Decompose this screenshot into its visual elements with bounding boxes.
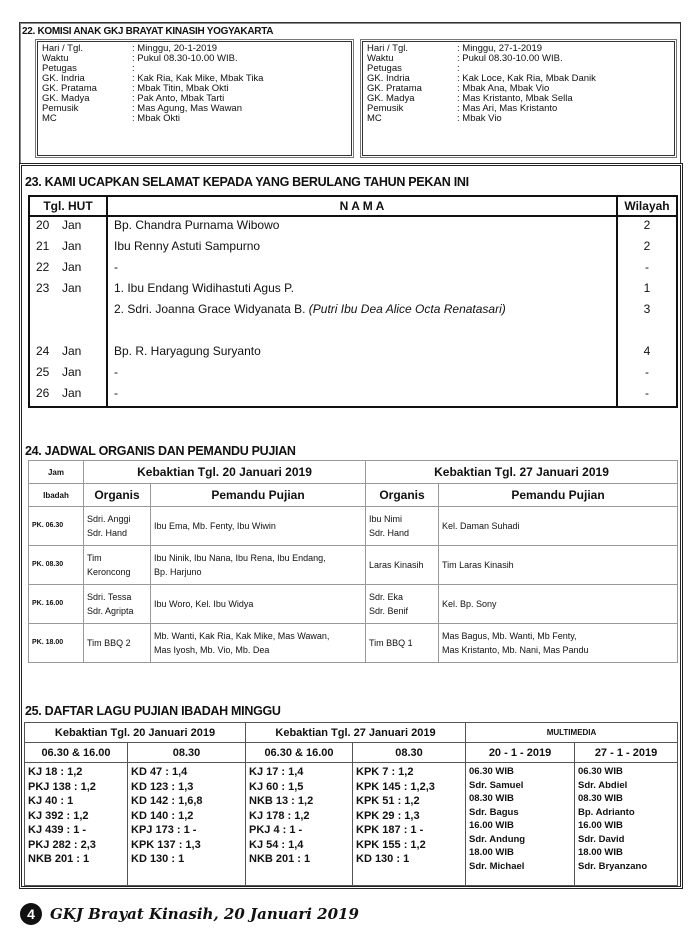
schedule-row: [367, 54, 670, 64]
schedule-label: Hari / Tgl.: [367, 43, 409, 54]
organist-header-1: Organis: [84, 484, 151, 507]
birthday-month: Jan: [62, 281, 82, 295]
organist-cell: [366, 507, 439, 546]
cell-line: Sdri. Tessa: [87, 592, 132, 602]
song-entry: PKJ 4 : 1 -: [249, 824, 303, 836]
birthday-name: -: [114, 386, 118, 400]
cell-line: Tim Laras Kinasih: [442, 560, 514, 570]
song-entry: KD 130 : 1: [131, 853, 185, 865]
birthday-date: [29, 238, 107, 259]
birthday-region: 3: [617, 301, 677, 322]
organist-cell: [84, 546, 151, 585]
birthday-date: [29, 216, 107, 238]
schedule-label: MC: [367, 113, 382, 124]
service-time: PK. 08.30: [29, 546, 84, 585]
cell-line: Tim BBQ 2: [87, 638, 131, 648]
birthday-date: [29, 301, 107, 322]
birthday-date: [29, 322, 107, 343]
schedule-label: Petugas: [42, 63, 77, 74]
song-list-cell: [25, 763, 128, 886]
schedule-label: MC: [42, 113, 57, 124]
sub-header: 27 - 1 - 2019: [575, 743, 678, 763]
song-entry: NKB 201 : 1: [28, 853, 90, 865]
leader-cell: [439, 546, 678, 585]
schedule-value: :: [457, 63, 460, 74]
birthday-table: [28, 195, 678, 408]
multimedia-entry: Sdr. Samuel: [469, 779, 524, 791]
song-entry: KPK 145 : 1,2,3: [356, 780, 435, 793]
song-entry: KJ 439 : 1 -: [28, 824, 87, 836]
schedule-value: : Mas Agung, Mas Wawan: [132, 103, 243, 114]
schedule-label: Petugas: [367, 63, 402, 74]
multimedia-entry: 06.30 WIB: [578, 766, 623, 777]
schedule-value: : Minggu, 20-1-2019: [132, 43, 218, 54]
songs-service1-header: Kebaktian Tgl. 20 Januari 2019: [25, 723, 246, 743]
birthday-row: [29, 301, 677, 322]
cell-line: Sdr. Benif: [369, 606, 409, 616]
birthday-month: Jan: [62, 344, 82, 358]
song-entry: KPK 155 : 1,2: [356, 838, 426, 851]
birthday-region: -: [617, 385, 677, 407]
schedule-row: [42, 114, 347, 124]
leader-cell: [151, 546, 366, 585]
cell-line: Ibu Ema, Mb. Fenty, Ibu Wiwin: [154, 521, 276, 531]
birthday-region: 2: [617, 216, 677, 238]
song-entry: KJ 17 : 1,4: [249, 766, 304, 778]
schedule-label: GK. Indria: [367, 73, 410, 84]
birthday-row: [29, 216, 677, 238]
birthday-row: [29, 238, 677, 259]
birthday-region: [617, 322, 677, 343]
song-entry: KJ 60 : 1,5: [249, 780, 304, 793]
leader-cell: [151, 507, 366, 546]
page-footer: [20, 903, 359, 925]
sub-header: 06.30 & 16.00: [25, 743, 128, 763]
multimedia-entry: Sdr. Michael: [469, 860, 525, 872]
schedule-value: : Mas Ari, Mas Kristanto: [457, 103, 558, 114]
leader-cell: [151, 624, 366, 663]
schedule-label: GK. Pratama: [367, 83, 422, 94]
song-entry: NKB 201 : 1: [249, 853, 311, 865]
song-entry: KJ 54 : 1,4: [249, 838, 304, 851]
schedule-value: : Mas Kristanto, Mbak Sella: [457, 93, 573, 104]
birthday-row: [29, 259, 677, 280]
cell-line: Ibu Woro, Kel. Ibu Widya: [154, 599, 254, 609]
schedule-value: :: [132, 63, 135, 74]
birthday-name: -: [114, 365, 118, 379]
song-entry: KJ 18 : 1,2: [28, 766, 83, 778]
birthday-date: [29, 364, 107, 385]
multimedia-entry: 18.00 WIB: [469, 847, 514, 858]
section-22-title: 22. KOMISI ANAK GKJ BRAYAT KINASIH YOGYAKARTA: [22, 26, 274, 37]
song-entry: KJ 392 : 1,2: [28, 809, 89, 822]
schedule-value: : Pukul 08.30-10.00 WIB.: [132, 53, 238, 64]
organist-header-2: Organis: [366, 484, 439, 507]
section-23-title: 23. KAMI UCAPKAN SELAMAT KEPADA YANG BERULANG TAHUN PEKAN INI: [25, 175, 469, 189]
time-header-line1: Jam: [29, 461, 84, 484]
multimedia-entry: Sdr. Bagus: [469, 806, 519, 818]
multimedia-entry: 16.00 WIB: [578, 820, 623, 831]
multimedia-cell: [575, 763, 678, 886]
birthday-day: 26: [36, 386, 50, 400]
birthday-row: [29, 364, 677, 385]
birthday-date: [29, 343, 107, 364]
birthday-name-cell: [107, 385, 617, 407]
birthday-note: (Putri Ibu Dea Alice Octa Renatasari): [308, 302, 506, 316]
song-entry: KPK 137 : 1,3: [131, 838, 201, 851]
organist-cell: [366, 546, 439, 585]
multimedia-entry: 08.30 WIB: [578, 793, 623, 804]
birthday-name-cell: [107, 216, 617, 238]
birthday-day: 22: [36, 260, 50, 274]
cell-line: Ibu Ninik, Ibu Nana, Ibu Rena, Ibu Endang,: [154, 553, 326, 563]
cell-line: Laras Kinasih: [369, 560, 424, 570]
song-list-cell: [353, 763, 466, 886]
birthday-month: Jan: [62, 260, 82, 274]
cell-line: Tim BBQ 1: [369, 638, 413, 648]
schedule-row: [42, 54, 347, 64]
birthday-row: [29, 343, 677, 364]
leader-cell: [439, 507, 678, 546]
sub-header: 06.30 & 16.00: [246, 743, 353, 763]
organist-cell: [366, 624, 439, 663]
song-entry: KPK 187 : 1 -: [356, 824, 424, 836]
service2-header: Kebaktian Tgl. 27 Januari 2019: [366, 461, 678, 484]
schedule-label: Hari / Tgl.: [42, 43, 84, 54]
cell-line: Tim: [87, 553, 102, 563]
organist-cell: [84, 507, 151, 546]
organist-row: [29, 585, 678, 624]
birthday-name-cell: [107, 364, 617, 385]
song-entry: PKJ 138 : 1,2: [28, 780, 96, 793]
cell-line: Sdr. Eka: [369, 592, 404, 602]
song-entry: KD 123 : 1,3: [131, 780, 194, 793]
schedule-value: : Minggu, 27-1-2019: [457, 43, 543, 54]
schedule-value: : Mbak Ana, Mbak Vio: [457, 83, 550, 94]
birthday-date: [29, 385, 107, 407]
organist-row: [29, 546, 678, 585]
birthday-name-cell: [107, 343, 617, 364]
song-entry: KJ 40 : 1: [28, 795, 74, 807]
song-list-cell: [128, 763, 246, 886]
multimedia-entry: 08.30 WIB: [469, 793, 514, 804]
schedule-box-week2: [362, 41, 675, 156]
section-22-komisi-anak: [19, 22, 681, 164]
schedule-value: : Kak Loce, Kak Ria, Mbak Danik: [457, 73, 596, 84]
section-25-title: 25. DAFTAR LAGU PUJIAN IBADAH MINGGU: [25, 704, 281, 718]
birthday-name-cell: [107, 259, 617, 280]
song-entry: KD 130 : 1: [356, 853, 410, 865]
cell-line: Mas Bagus, Mb. Wanti, Mb Fenty,: [442, 631, 577, 641]
cell-line: Sdr. Hand: [369, 528, 410, 538]
birthday-region: 2: [617, 238, 677, 259]
time-header-line2: Ibadah: [29, 484, 84, 507]
cell-line: Mb. Wanti, Kak Ria, Kak Mike, Mas Wawan,: [154, 631, 330, 641]
birthday-row: [29, 322, 677, 343]
birthday-row: [29, 280, 677, 301]
service-time: PK. 18.00: [29, 624, 84, 663]
birthday-month: Jan: [62, 239, 82, 253]
schedule-value: : Pukul 08.30-10.00 WIB.: [457, 53, 563, 64]
birthday-region: -: [617, 364, 677, 385]
page-number-badge: 4: [20, 903, 42, 925]
song-entry: KD 142 : 1,6,8: [131, 795, 203, 807]
footer-text: GKJ Brayat Kinasih, 20 Januari 2019: [50, 905, 359, 923]
service-time: PK. 06.30: [29, 507, 84, 546]
birthday-row: [29, 385, 677, 407]
section-24-title: 24. JADWAL ORGANIS DAN PEMANDU PUJIAN: [25, 444, 296, 458]
multimedia-entry: Sdr. David: [578, 833, 625, 845]
cell-line: Sdr. Hand: [87, 528, 128, 538]
col-region-header: Wilayah: [617, 196, 677, 216]
col-date-header: Tgl. HUT: [29, 196, 107, 216]
song-entry: KPK 7 : 1,2: [356, 766, 414, 778]
schedule-label: Waktu: [367, 53, 394, 64]
multimedia-entry: 16.00 WIB: [469, 820, 514, 831]
song-list-cell: [246, 763, 353, 886]
schedule-label: Waktu: [42, 53, 69, 64]
sub-header: 08.30: [353, 743, 466, 763]
birthday-month: Jan: [62, 365, 82, 379]
birthday-day: 20: [36, 218, 50, 232]
birthday-name-cell: [107, 280, 617, 301]
organist-schedule-table: [28, 460, 678, 663]
multimedia-header: MULTIMEDIA: [466, 723, 678, 743]
schedule-value: : Mbak Titin, Mbak Okti: [132, 83, 229, 94]
multimedia-entry: Bp. Adrianto: [578, 806, 635, 818]
birthday-name-cell: [107, 301, 617, 322]
birthday-name-cell: [107, 238, 617, 259]
cell-line: Keroncong: [87, 567, 131, 577]
birthday-name: Bp. R. Haryagung Suryanto: [114, 344, 261, 358]
cell-line: Mas Iyosh, Mb. Vio, Mb. Dea: [154, 645, 270, 655]
cell-line: Ibu Nimi: [369, 514, 403, 524]
cell-line: Mas Kristanto, Mb. Nani, Mas Pandu: [442, 645, 589, 655]
col-name-header: N A M A: [107, 196, 617, 216]
leader-header-1: Pemandu Pujian: [151, 484, 366, 507]
birthday-month: Jan: [62, 386, 82, 400]
birthday-name: Bp. Chandra Purnama Wibowo: [114, 218, 280, 232]
multimedia-entry: Sdr. Abdiel: [578, 779, 628, 791]
birthday-day: 23: [36, 281, 50, 295]
cell-line: Sdri. Anggi: [87, 514, 131, 524]
birthday-name: 1. Ibu Endang Widihastuti Agus P.: [114, 281, 294, 295]
schedule-label: GK. Indria: [42, 73, 85, 84]
schedule-label: Pemusik: [42, 103, 79, 114]
birthday-day: 21: [36, 239, 50, 253]
multimedia-entry: Sdr. Andung: [469, 833, 526, 845]
birthday-region: 4: [617, 343, 677, 364]
organist-cell: [84, 585, 151, 624]
birthday-name: 2. Sdri. Joanna Grace Widyanata B.: [114, 302, 306, 316]
sub-header: 08.30: [128, 743, 246, 763]
cell-line: Bp. Harjuno: [154, 567, 202, 577]
schedule-row: [367, 104, 670, 114]
multimedia-cell: [466, 763, 575, 886]
schedule-label: GK. Pratama: [42, 83, 97, 94]
schedule-row: [367, 114, 670, 124]
song-entry: NKB 13 : 1,2: [249, 795, 314, 807]
birthday-date: [29, 259, 107, 280]
schedule-value: : Mbak Okti: [132, 113, 181, 124]
song-entry: KPK 29 : 1,3: [356, 809, 420, 822]
service1-header: Kebaktian Tgl. 20 Januari 2019: [84, 461, 366, 484]
schedule-value: : Mbak Vio: [457, 113, 502, 124]
birthday-name: -: [114, 260, 118, 274]
multimedia-entry: 18.00 WIB: [578, 847, 623, 858]
song-entry: KD 140 : 1,2: [131, 809, 194, 822]
birthday-region: -: [617, 259, 677, 280]
birthday-month: Jan: [62, 218, 82, 232]
schedule-value: : Kak Ria, Kak Mike, Mbak Tika: [132, 73, 264, 84]
leader-cell: [151, 585, 366, 624]
cell-line: Kel. Bp. Sony: [442, 599, 497, 609]
leader-header-2: Pemandu Pujian: [439, 484, 678, 507]
birthday-date: [29, 280, 107, 301]
cell-line: Sdr. Agripta: [87, 606, 134, 616]
multimedia-entry: 06.30 WIB: [469, 766, 514, 777]
birthday-region: 1: [617, 280, 677, 301]
organist-cell: [84, 624, 151, 663]
birthday-name: Ibu Renny Astuti Sampurno: [114, 239, 261, 253]
schedule-row: [42, 104, 347, 114]
schedule-label: GK. Madya: [42, 93, 90, 104]
schedule-label: Pemusik: [367, 103, 404, 114]
birthday-name-cell: [107, 322, 617, 343]
organist-row: [29, 624, 678, 663]
organist-row: [29, 507, 678, 546]
birthday-day: 25: [36, 365, 50, 379]
leader-cell: [439, 585, 678, 624]
song-entry: KPJ 173 : 1 -: [131, 824, 197, 836]
cell-line: Kel. Daman Suhadi: [442, 521, 520, 531]
song-entry: KPK 51 : 1,2: [356, 795, 420, 807]
service-time: PK. 16.00: [29, 585, 84, 624]
sub-header: 20 - 1 - 2019: [466, 743, 575, 763]
leader-cell: [439, 624, 678, 663]
schedule-value: : Pak Anto, Mbak Tarti: [132, 93, 225, 104]
birthday-day: 24: [36, 344, 50, 358]
multimedia-entry: Sdr. Bryanzano: [578, 860, 648, 872]
organist-cell: [366, 585, 439, 624]
schedule-label: GK. Madya: [367, 93, 415, 104]
schedule-box-week1: [37, 41, 352, 156]
song-list-table: [24, 722, 678, 886]
songs-service2-header: Kebaktian Tgl. 27 Januari 2019: [246, 723, 466, 743]
song-entry: PKJ 282 : 2,3: [28, 838, 96, 851]
song-entry: KD 47 : 1,4: [131, 766, 188, 778]
song-entry: KJ 178 : 1,2: [249, 809, 310, 822]
